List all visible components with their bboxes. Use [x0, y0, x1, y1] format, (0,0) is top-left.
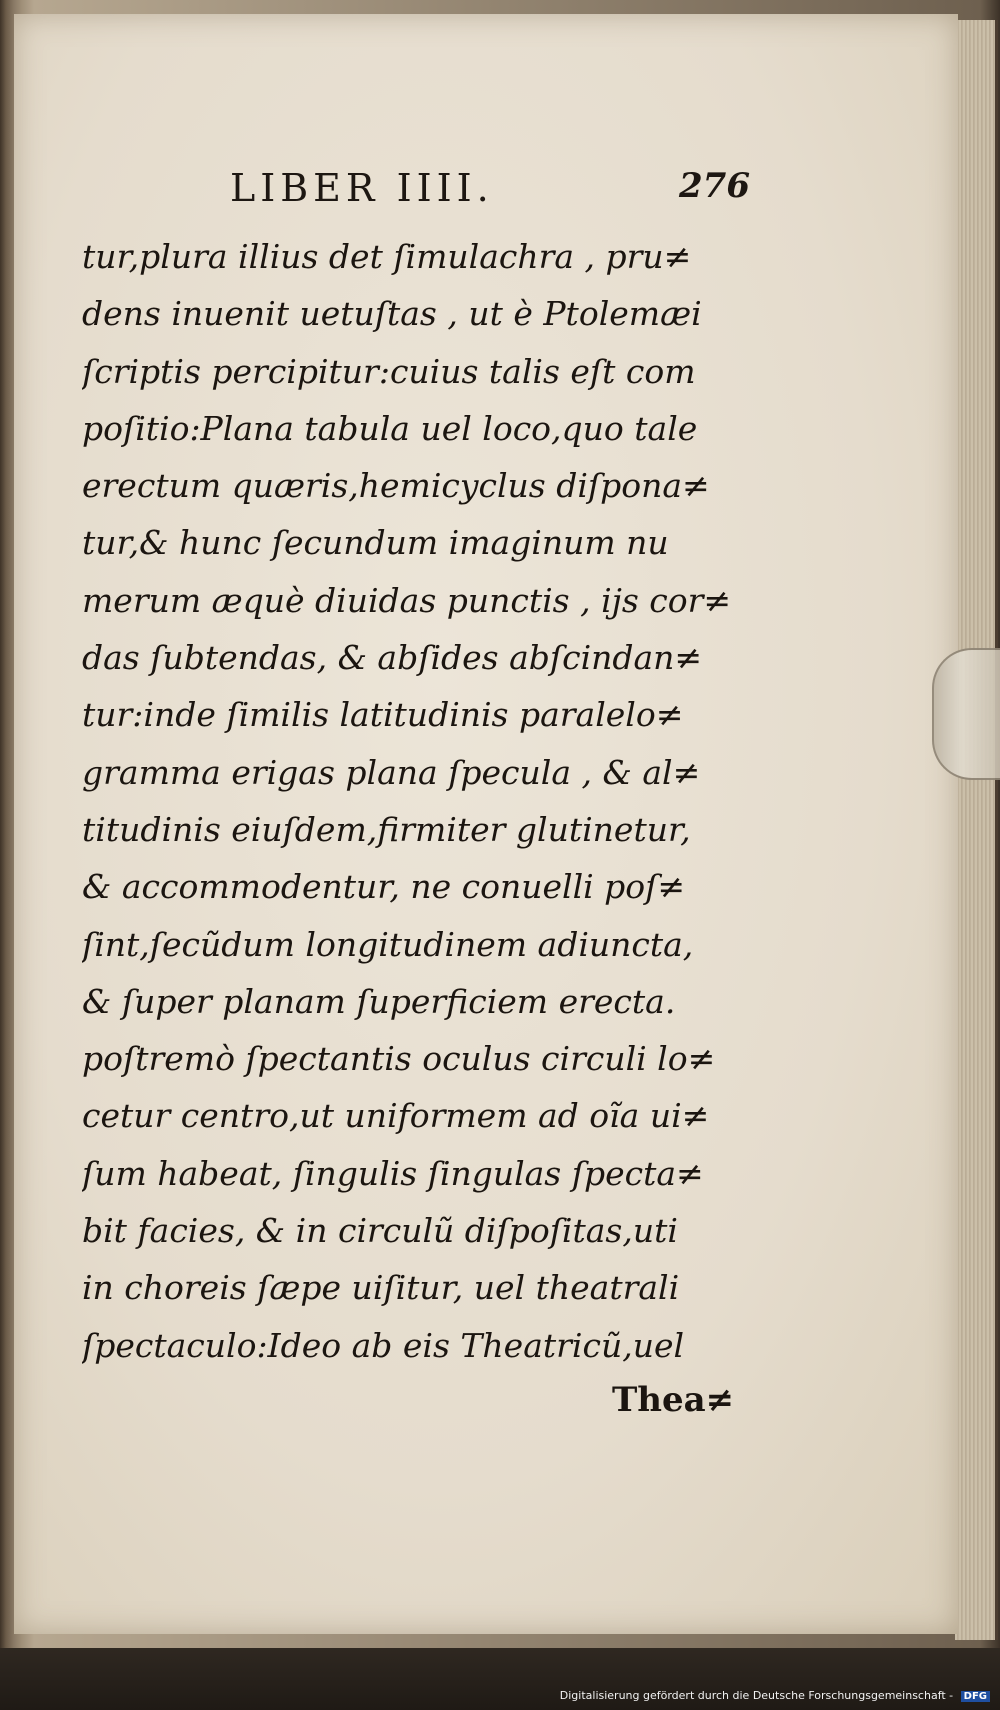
- text-line: gramma erigas plana ſpecula , & al≠: [82, 752, 701, 792]
- text-line: tur:inde ſimilis latitudinis paralelo≠: [82, 695, 684, 735]
- text-line: poſtremò ſpectantis oculus circuli lo≠: [82, 1039, 716, 1079]
- text-line: ſpectaculo:Ideo ab eis Theatricũ,uel: [82, 1325, 685, 1365]
- digitization-credit: [560, 1689, 990, 1702]
- running-head: LIBER IIII.: [230, 166, 494, 210]
- text-line: tur,& hunc ſecundum imaginum nu: [82, 523, 669, 563]
- text-line: ſint,ſecũdum longitudinem adiuncta,: [82, 924, 694, 964]
- page-header: [230, 166, 750, 226]
- text-line: bit facies, & in circulũ diſpoſitas,uti: [82, 1211, 678, 1251]
- text-block: [82, 228, 732, 1374]
- text-line: dens inuenit uetuſtas , ut è Ptolemæi: [82, 294, 702, 334]
- text-line: & accommodentur, ne conuelli poſ≠: [82, 867, 686, 907]
- text-line: merum æquè diuidas punctis , ijs cor≠: [82, 580, 732, 620]
- catchword: Thea≠: [612, 1380, 735, 1420]
- text-line: erectum quæris,hemicyclus diſpona≠: [82, 466, 710, 506]
- text-line: cetur centro,ut uniformem ad oĩa ui≠: [82, 1096, 710, 1136]
- text-line: ſcriptis percipitur:cuius talis eſt com: [82, 351, 696, 391]
- text-line: tur,plura illius det ſimulachra , pru≠: [82, 237, 692, 276]
- text-line: & ſuper planam ſuperficiem erecta.: [82, 981, 676, 1021]
- page-clip: [932, 648, 1000, 780]
- page-number: 276: [679, 166, 750, 206]
- text-line: in choreis ſæpe uiſitur, uel theatrali: [82, 1268, 680, 1308]
- text-line: ſum habeat, ſingulis ſingulas ſpecta≠: [82, 1153, 704, 1193]
- text-line: poſitio:Plana tabula uel loco,quo tale: [82, 408, 698, 448]
- text-line: das ſubtendas, & abſides abſcindan≠: [82, 638, 703, 678]
- credit-text: Digitalisierung gefördert durch die Deutsche Forschungsgemeinschaft -: [559, 1689, 954, 1702]
- book-fore-edge: [955, 20, 998, 1640]
- text-line: titudinis eiuſdem,firmiter glutinetur,: [82, 809, 691, 849]
- dfg-logo: DFG: [961, 1691, 990, 1702]
